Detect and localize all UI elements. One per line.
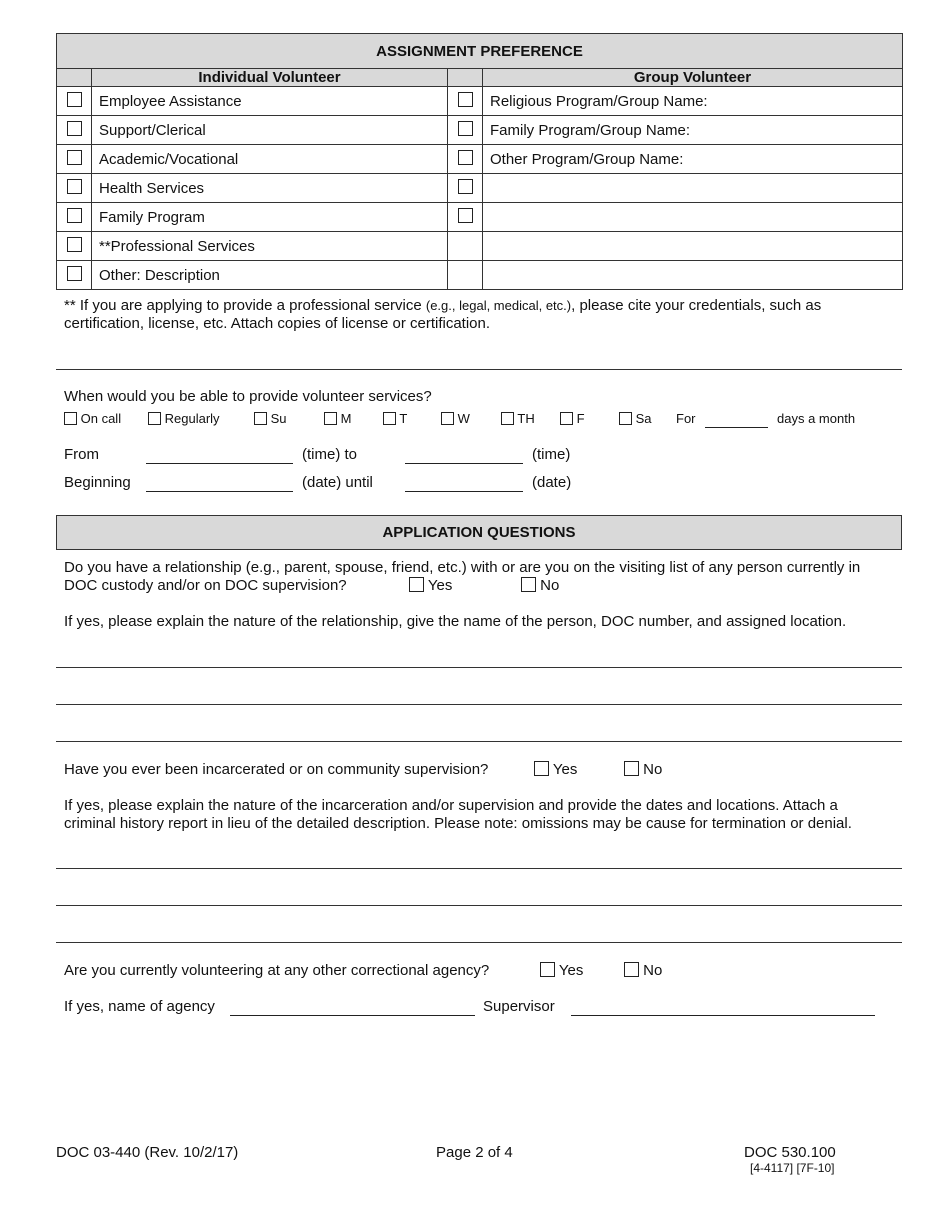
table-row: [57, 232, 903, 261]
time-label: (time): [532, 446, 571, 463]
until-date-field[interactable]: [405, 491, 523, 492]
academic-vocational-checkbox[interactable]: [67, 150, 82, 165]
application-questions-title: APPLICATION QUESTIONS: [56, 515, 902, 550]
availability-option[interactable]: Sa: [619, 411, 652, 426]
table-row: [57, 145, 903, 174]
policy-number: DOC 530.100: [744, 1144, 836, 1161]
group-option-label: Other Program/Group Name:: [483, 145, 903, 174]
table-row: [57, 261, 903, 290]
assignment-preference-title: ASSIGNMENT PREFERENCE: [57, 34, 903, 69]
days-per-month-field[interactable]: [705, 427, 768, 428]
employee-assistance-checkbox[interactable]: [67, 92, 82, 107]
relationship-no-checkbox[interactable]: [521, 577, 536, 592]
table-row: [57, 203, 903, 232]
relationship-explain-prompt: If yes, please explain the nature of the relationship, give the name of the person, DOC number, and assigned location.: [64, 613, 847, 630]
sunday-checkbox[interactable]: [254, 412, 267, 425]
relationship-question: Do you have a relationship (e.g., parent, spouse, friend, etc.) with or are you on the visiting list of any person currently in: [64, 559, 861, 576]
time-to-label: (time) to: [302, 446, 358, 463]
support-clerical-checkbox[interactable]: [67, 121, 82, 136]
relationship-question-line2: DOC custody and/or on DOC supervision?: [64, 577, 347, 594]
agency-name-field[interactable]: [230, 1015, 475, 1016]
group-blank-checkbox-1[interactable]: [458, 179, 473, 194]
credentials-answer-line[interactable]: [56, 369, 902, 370]
relationship-no-option[interactable]: No: [521, 577, 559, 594]
other-agency-no-checkbox[interactable]: [624, 962, 639, 977]
form-id: DOC 03-440 (Rev. 10/2/17): [56, 1144, 239, 1161]
tuesday-checkbox[interactable]: [383, 412, 396, 425]
professional-service-note-line2: certification, license, etc. Attach copies of license or certification.: [64, 315, 491, 332]
page-number: Page 2 of 4: [436, 1144, 513, 1161]
availability-option[interactable]: W: [441, 411, 470, 426]
thursday-checkbox[interactable]: [501, 412, 514, 425]
saturday-checkbox[interactable]: [619, 412, 632, 425]
date-until-label: (date) until: [302, 474, 373, 491]
family-program-checkbox[interactable]: [67, 208, 82, 223]
professional-services-checkbox[interactable]: [67, 237, 82, 252]
relationship-yes-checkbox[interactable]: [409, 577, 424, 592]
availability-option[interactable]: M: [324, 411, 351, 426]
availability-question: When would you be able to provide volunteer services?: [64, 388, 432, 405]
relationship-answer-line[interactable]: [56, 741, 902, 742]
availability-option[interactable]: F: [560, 411, 585, 426]
individual-option-label: Health Services: [92, 174, 448, 203]
group-blank-cell[interactable]: [483, 232, 903, 261]
individual-option-label: Family Program: [92, 203, 448, 232]
relationship-answer-line[interactable]: [56, 667, 902, 668]
health-services-checkbox[interactable]: [67, 179, 82, 194]
days-a-month-label: days a month: [777, 411, 856, 426]
group-option-label: Religious Program/Group Name:: [483, 87, 903, 116]
incarceration-answer-line[interactable]: [56, 905, 902, 906]
individual-volunteer-header: Individual Volunteer: [92, 69, 448, 87]
relationship-yes-option[interactable]: Yes: [409, 577, 452, 594]
beginning-date-field[interactable]: [146, 491, 293, 492]
incarceration-answer-line[interactable]: [56, 868, 902, 869]
other-program-group-checkbox[interactable]: [458, 150, 473, 165]
incarceration-yes-option[interactable]: Yes: [534, 761, 577, 778]
incarceration-explain-prompt-line2: criminal history report in lieu of the detailed description. Please note: omissions may be cause for termination or denial.: [64, 815, 852, 832]
supervisor-field[interactable]: [571, 1015, 875, 1016]
table-row: [57, 87, 903, 116]
table-row: [57, 174, 903, 203]
other-agency-yes-checkbox[interactable]: [540, 962, 555, 977]
date-label: (date): [532, 474, 572, 491]
availability-option[interactable]: Regularly: [148, 411, 220, 426]
beginning-label: Beginning: [64, 474, 131, 491]
individual-option-label: Employee Assistance: [92, 87, 448, 116]
family-program-group-checkbox[interactable]: [458, 121, 473, 136]
group-blank-cell[interactable]: [483, 203, 903, 232]
to-time-field[interactable]: [405, 463, 523, 464]
other-description-checkbox[interactable]: [67, 266, 82, 281]
availability-option[interactable]: On call: [64, 411, 121, 426]
group-blank-checkbox-2[interactable]: [458, 208, 473, 223]
incarceration-no-checkbox[interactable]: [624, 761, 639, 776]
incarceration-answer-line[interactable]: [56, 942, 902, 943]
group-blank-cell[interactable]: [483, 261, 903, 290]
incarceration-question: Have you ever been incarcerated or on community supervision?: [64, 761, 489, 778]
other-agency-question: Are you currently volunteering at any other correctional agency?: [64, 962, 490, 979]
availability-option[interactable]: T: [383, 411, 407, 426]
availability-option[interactable]: TH: [501, 411, 535, 426]
individual-option-label: Support/Clerical: [92, 116, 448, 145]
friday-checkbox[interactable]: [560, 412, 573, 425]
group-option-label: Family Program/Group Name:: [483, 116, 903, 145]
incarceration-yes-checkbox[interactable]: [534, 761, 549, 776]
from-time-field[interactable]: [146, 463, 293, 464]
on-call-checkbox[interactable]: [64, 412, 77, 425]
relationship-answer-line[interactable]: [56, 704, 902, 705]
professional-service-note: ** If you are applying to provide a professional service (e.g., legal, medical, etc.), please cite your credentials, such as: [64, 297, 822, 314]
group-blank-cell[interactable]: [483, 174, 903, 203]
standards-codes: [4-4117] [7F-10]: [750, 1161, 835, 1175]
for-label: For: [676, 411, 696, 426]
supervisor-label: Supervisor: [483, 998, 555, 1015]
group-volunteer-header: Group Volunteer: [483, 69, 903, 87]
incarceration-no-option[interactable]: No: [624, 761, 662, 778]
individual-option-label: Academic/Vocational: [92, 145, 448, 174]
table-row: [57, 116, 903, 145]
other-agency-yes-option[interactable]: Yes: [540, 962, 583, 979]
other-agency-no-option[interactable]: No: [624, 962, 662, 979]
individual-option-label: Other: Description: [92, 261, 448, 290]
individual-option-label: **Professional Services: [92, 232, 448, 261]
assignment-preference-table: [56, 33, 903, 290]
availability-option[interactable]: Su: [254, 411, 287, 426]
from-label: From: [64, 446, 99, 463]
monday-checkbox[interactable]: [324, 412, 337, 425]
agency-name-label: If yes, name of agency: [64, 998, 215, 1015]
wednesday-checkbox[interactable]: [441, 412, 454, 425]
regularly-checkbox[interactable]: [148, 412, 161, 425]
incarceration-explain-prompt: If yes, please explain the nature of the incarceration and/or supervision and provide the dates and locations. Attach a: [64, 797, 838, 814]
religious-program-checkbox[interactable]: [458, 92, 473, 107]
